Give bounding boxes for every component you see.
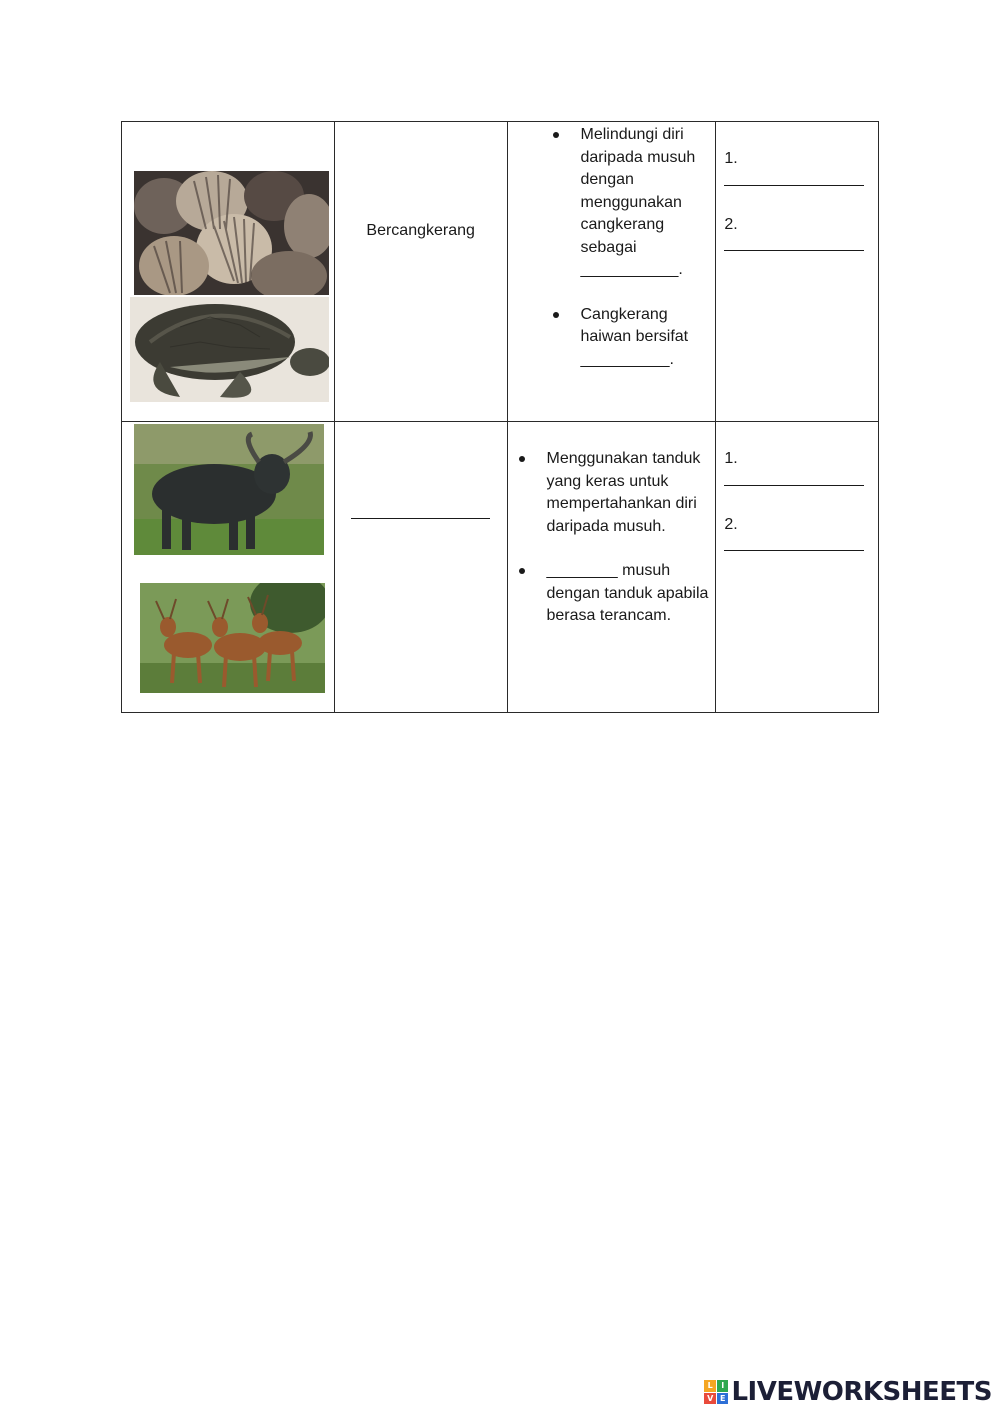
answer-blank[interactable] (724, 250, 864, 251)
image-cell (122, 422, 335, 713)
answer-item (724, 448, 864, 486)
sea-turtle-image (130, 297, 329, 402)
answer-number: 1. (724, 150, 738, 167)
bullet-item (547, 560, 710, 628)
table-row (122, 422, 879, 713)
liveworksheets-logo[interactable] (704, 1377, 992, 1407)
description-cell (507, 422, 716, 713)
bullet-text: Melindungi diri daripada musuh dengan menggunakan cangkerang sebagai ___________. (580, 126, 696, 278)
characteristic-answer (335, 502, 507, 527)
answer-list (724, 148, 864, 251)
bullet-list (581, 124, 710, 371)
answer-item (724, 148, 864, 186)
description-cell (507, 122, 716, 422)
answer-number: 1. (724, 450, 738, 467)
cockle-shells-image (134, 171, 329, 295)
table-row (122, 122, 879, 422)
answer-blank[interactable] (724, 185, 864, 186)
answer-cell (716, 122, 879, 422)
logo-text: LIVEWORKSHEETS (731, 1377, 992, 1407)
logo-mark-letter: I (717, 1380, 729, 1392)
worksheet-table (121, 121, 879, 713)
logo-mark-letter: V (704, 1393, 716, 1405)
deer-herd-image (140, 583, 325, 693)
bullet-text: ________ musuh dengan tanduk apabila berasa terancam. (546, 562, 709, 624)
answer-blank[interactable] (724, 485, 864, 486)
answer-list (724, 448, 864, 551)
bullet-item (547, 448, 710, 538)
answer-item (724, 214, 864, 252)
answer-number: 2. (724, 515, 738, 533)
bullet-list (547, 448, 710, 628)
bullet-item (581, 304, 710, 372)
characteristic-cell (334, 422, 507, 713)
answer-item (724, 514, 864, 552)
answer-blank[interactable] (724, 550, 864, 551)
image-cell (122, 122, 335, 422)
logo-mark-icon (704, 1380, 728, 1404)
water-buffalo-image (134, 424, 324, 555)
answer-number: 2. (724, 215, 738, 233)
bullet-text: Menggunakan tanduk yang keras untuk mempertahankan diri daripada musuh. (546, 450, 701, 535)
characteristic-cell (334, 122, 507, 422)
logo-mark-letter: E (717, 1393, 729, 1405)
characteristic-label: Bercangkerang (366, 222, 475, 239)
bullet-text: Cangkerang haiwan bersifat __________. (580, 305, 689, 368)
characteristic-blank[interactable] (351, 502, 490, 519)
logo-mark-letter: L (704, 1380, 716, 1392)
bullet-item (581, 124, 710, 282)
answer-cell (716, 422, 879, 713)
